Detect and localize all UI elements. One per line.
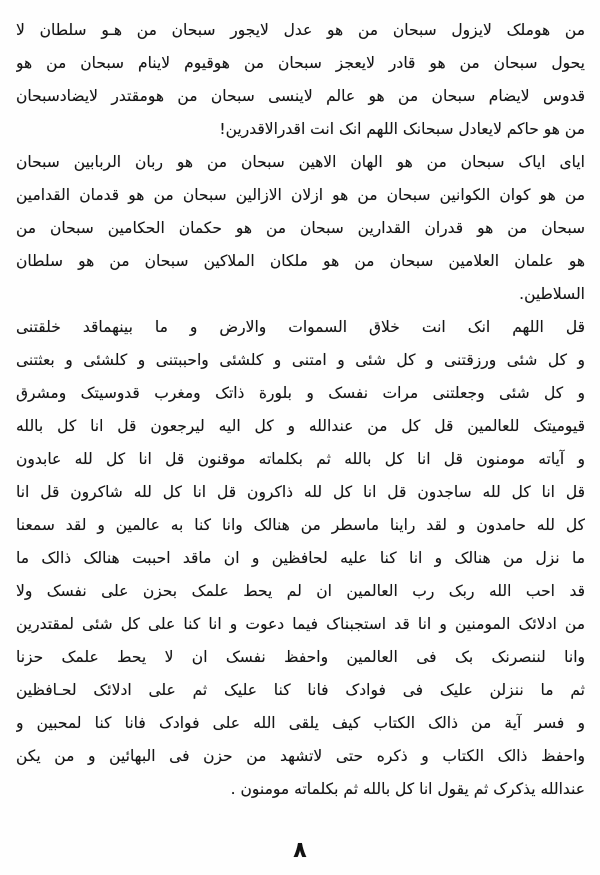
paragraph-3 [16,311,585,806]
text-line: قل انا کل لله ساجدون قل انا کل لله ذاکرون قل انا کل لله شاکرون قل انا [16,483,585,501]
text-line: هو علمان العلامین سبحان من هو ملکان الملاکین سبحان من هو سلطان [16,252,585,270]
text-line: عندالله یذکرک ثم یقول انا کل بالله ثم بکلماته مومنون . [230,780,585,798]
text-line: من هوملک لایزول سبحان من هو عدل لایجور سبحان من هـو سلطان لا [16,21,585,39]
text-line: وانا لننصرنک بک فی العالمین واحفظ نفسک ان لا یحط علمک حزنا [16,648,585,666]
text-line: و کل شئی وجعلتنی مرات نفسک و بلورة ذاتک ومغرب قدوسیتک ومشرق [16,384,585,402]
text-line: قدوس لایضام سبحان من هو عالم لاینسی سبحان من هومقتدر لایضادسبحان [16,87,585,105]
text-line: السلاطین. [519,285,585,303]
text-line: و کل شئی ورزقتنی و کل شئی و امتنی و کلشئی واحببتنی و کلشئی و بعثتنی [16,351,585,369]
paragraph-2 [16,146,585,311]
text-line: و آیاته مومنون قل انا کل بالله ثم بکلماته موقنون قل انا کل لله عابدون [16,450,585,468]
text-line: قل اللهم انک انت خلاق السموات والارض و ما بینهماقد خلقتنی [16,318,585,336]
text-line: یحول سبحان من هو قادر لایعجز سبحان من هوقیوم لاینام سبحان من هو [16,54,585,72]
text-line: ما نزل من هنالک و انا کنا علیه لحافظین و ان ماقد احببت هنالک ذالک ما [16,549,585,567]
text-line: من ادلائک المومنین و انا قد استجبناک فیما دعوت و انا کنا علی کل شئی لمقتدرین [16,615,585,633]
text-line: من هو کوان الکوانین سبحان من هو ازلان الازالین سبحان من هو قدمان القدامین [16,186,585,204]
text-line: قد احب الله ربک رب العالمین ان لم یحط علمک بحزن علی نفسک ولا [16,582,585,600]
text-line: من هو حاکم لایعادل سبحانک اللهم انک انت اقدرالاقدرین! [219,120,585,138]
text-line: ثم ما ننزلن علیک فی فوادک فانا کنا علیک ثم علی ادلائک لحـافظین [16,681,585,699]
text-line: ایای ایاک سبحان من هو الهان الاهین سبحان من هو ربان الربابین سبحان [16,153,585,171]
text-line: کل لله حامدون و لقد راینا ماسطر من هنالک وانا کنا به عالمین و لقد سمعنا [16,516,585,534]
text-line: قیومیتک للعالمین قل کل من عندالله و کل الیه لیرجعون قل انا کل بالله [16,417,585,435]
page-number: ٨ [293,838,307,863]
paragraph-1 [16,14,585,146]
text-line: واحفظ ذالک الکتاب و ذکره حتی لاتشهد من حزن فی البهائین و من یکن [16,747,585,765]
text-block [16,14,585,806]
text-line: و فسر آیة من ذالک الکتاب کیف یلقی الله علی فوادک فانا کنا لمحبین و [16,714,585,732]
text-line: سبحان من هو قدران القدارین سبحان من هو حکمان الحکامین سبحان من [16,219,585,237]
